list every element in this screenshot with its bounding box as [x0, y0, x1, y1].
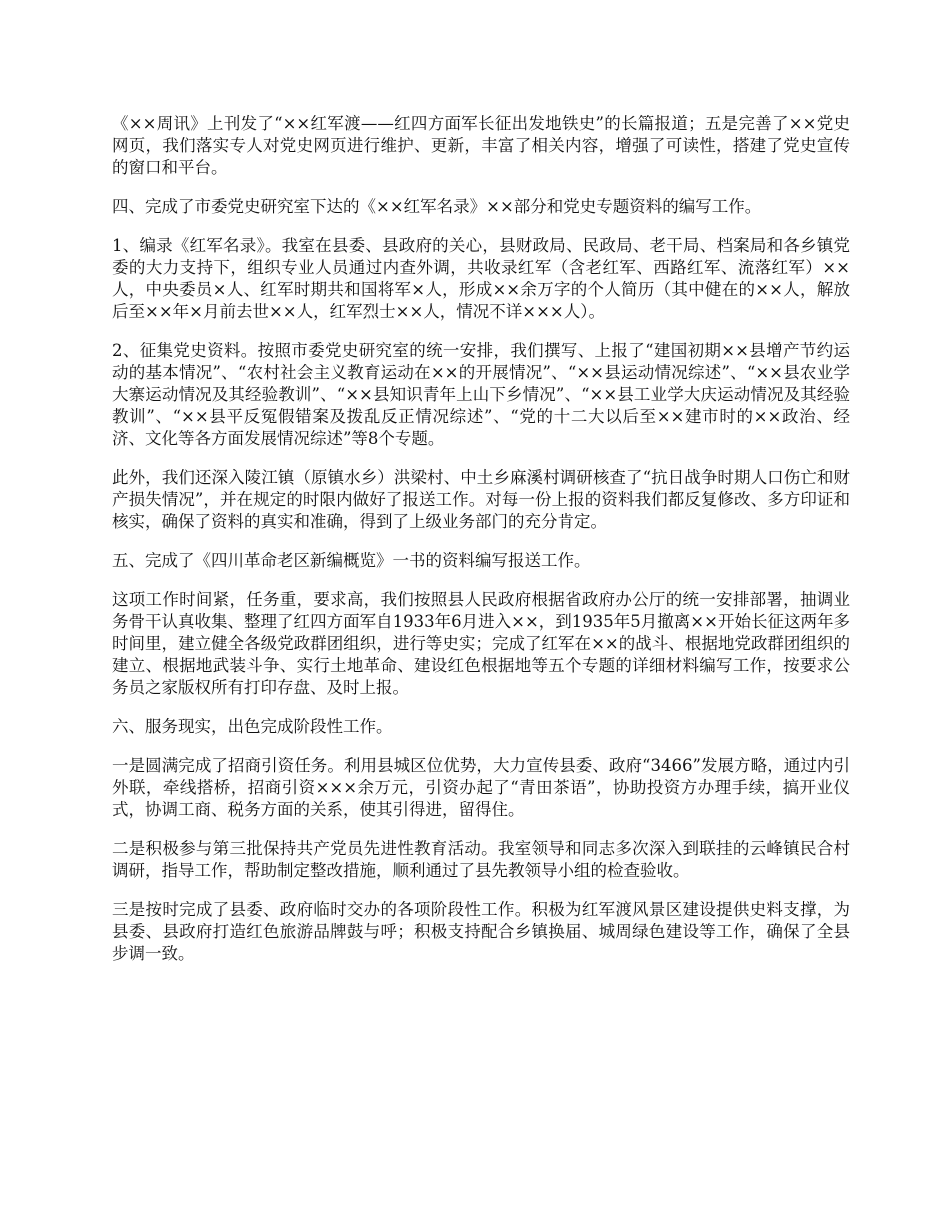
paragraph-education-activity: 二是积极参与第三批保持共产党员先进性教育活动。我室领导和同志多次深入到联挂的云峰镇民合村调研，指导工作，帮助制定整改措施，顺利通过了县先教领导小组的检查验收。: [112, 839, 850, 880]
paragraph-investment: 一是圆满完成了招商引资任务。利用县城区位优势，大力宣传县委、政府“3466”发展方略，通过内引外联，牵线搭桥，招商引资×××余万元，引资办起了“青田茶语”，协助投资方办理手续，搞开业仪式，协调工商、税务方面的关系，使其引得进，留得住。: [112, 756, 850, 819]
paragraph-survey-verification: 此外，我们还深入陵江镇（原镇水乡）洪梁村、中土乡麻溪村调研核查了“抗日战争时期人口伤亡和财产损失情况”，并在规定的时限内做好了报送工作。对每一份上报的资料我们都反复修改、多方印证和核实，确保了资料的真实和准确，得到了上级业务部门的充分肯定。: [112, 468, 850, 531]
paragraph-continuation: 《××周讯》上刊发了“××红军渡——红四方面军长征出发地铁史”的长篇报道；五是完善了××党史网页，我们落实专人对党史网页进行维护、更新，丰富了相关内容，增强了可读性，搭建了党史宣传的窗口和平台。: [112, 114, 850, 177]
section-heading-5: 五、完成了《四川革命老区新编概览》一书的资料编写报送工作。: [112, 551, 591, 570]
paragraph-party-history-materials: 2、征集党史资料。按照市委党史研究室的统一安排，我们撰写、上报了“建国初期××县增产节约运动的基本情况”、“农村社会主义教育运动在××的开展情况”、“××县运动情况综述”、“××县农业学大寨运动情况及其经验教训”、“××县知识青年上山下乡情况”、“××县工业学大庆运动情况及其经验教训”、“××县平反冤假错案及拨乱反正情况综述”、“党的十二大以后至××建市时的××政治、经济、文化等各方面发展情况综述”等8个专题。: [112, 341, 850, 448]
document-body: [112, 113, 850, 982]
paragraph-old-revolutionary-area: 这项工作时间紧，任务重，要求高，我们按照县人民政府根据省政府办公厅的统一安排部署，抽调业务骨干认真收集、整理了红四方面军自1933年6月进入××，到1935年5月撤离××开始长征这两年多时间里，建立健全各级党政群团组织，进行等史实；完成了红军在××的战斗、根据地党政群团组织的建立、根据地武装斗争、实行土地革命、建设红色根据地等五个专题的详细材料编写工作，按要求公务员之家版权所有打印存盘、及时上报。: [112, 590, 850, 697]
section-heading-6: 六、服务现实，出色完成阶段性工作。: [112, 717, 393, 736]
section-heading-4: 四、完成了市委党史研究室下达的《××红军名录》××部分和党史专题资料的编写工作。: [112, 197, 762, 216]
paragraph-red-army-roster: 1、编录《红军名录》。我室在县委、县政府的关心，县财政局、民政局、老干局、档案局和各乡镇党委的大力支持下，组织专业人员通过内查外调，共收录红军（含老红军、西路红军、流落红军）××人，中央委员×人、红军时期共和国将军×人，形成××余万字的个人简历（其中健在的××人，解放后至××年×月前去世××人，红军烈士××人，情况不详×××人）。: [112, 236, 850, 321]
paragraph-temporary-tasks: 三是按时完成了县委、政府临时交办的各项阶段性工作。积极为红军渡风景区建设提供史料支撑，为县委、县政府打造红色旅游品牌鼓与呼；积极支持配合乡镇换届、城周绿色建设等工作，确保了全县步调一致。: [112, 900, 850, 963]
